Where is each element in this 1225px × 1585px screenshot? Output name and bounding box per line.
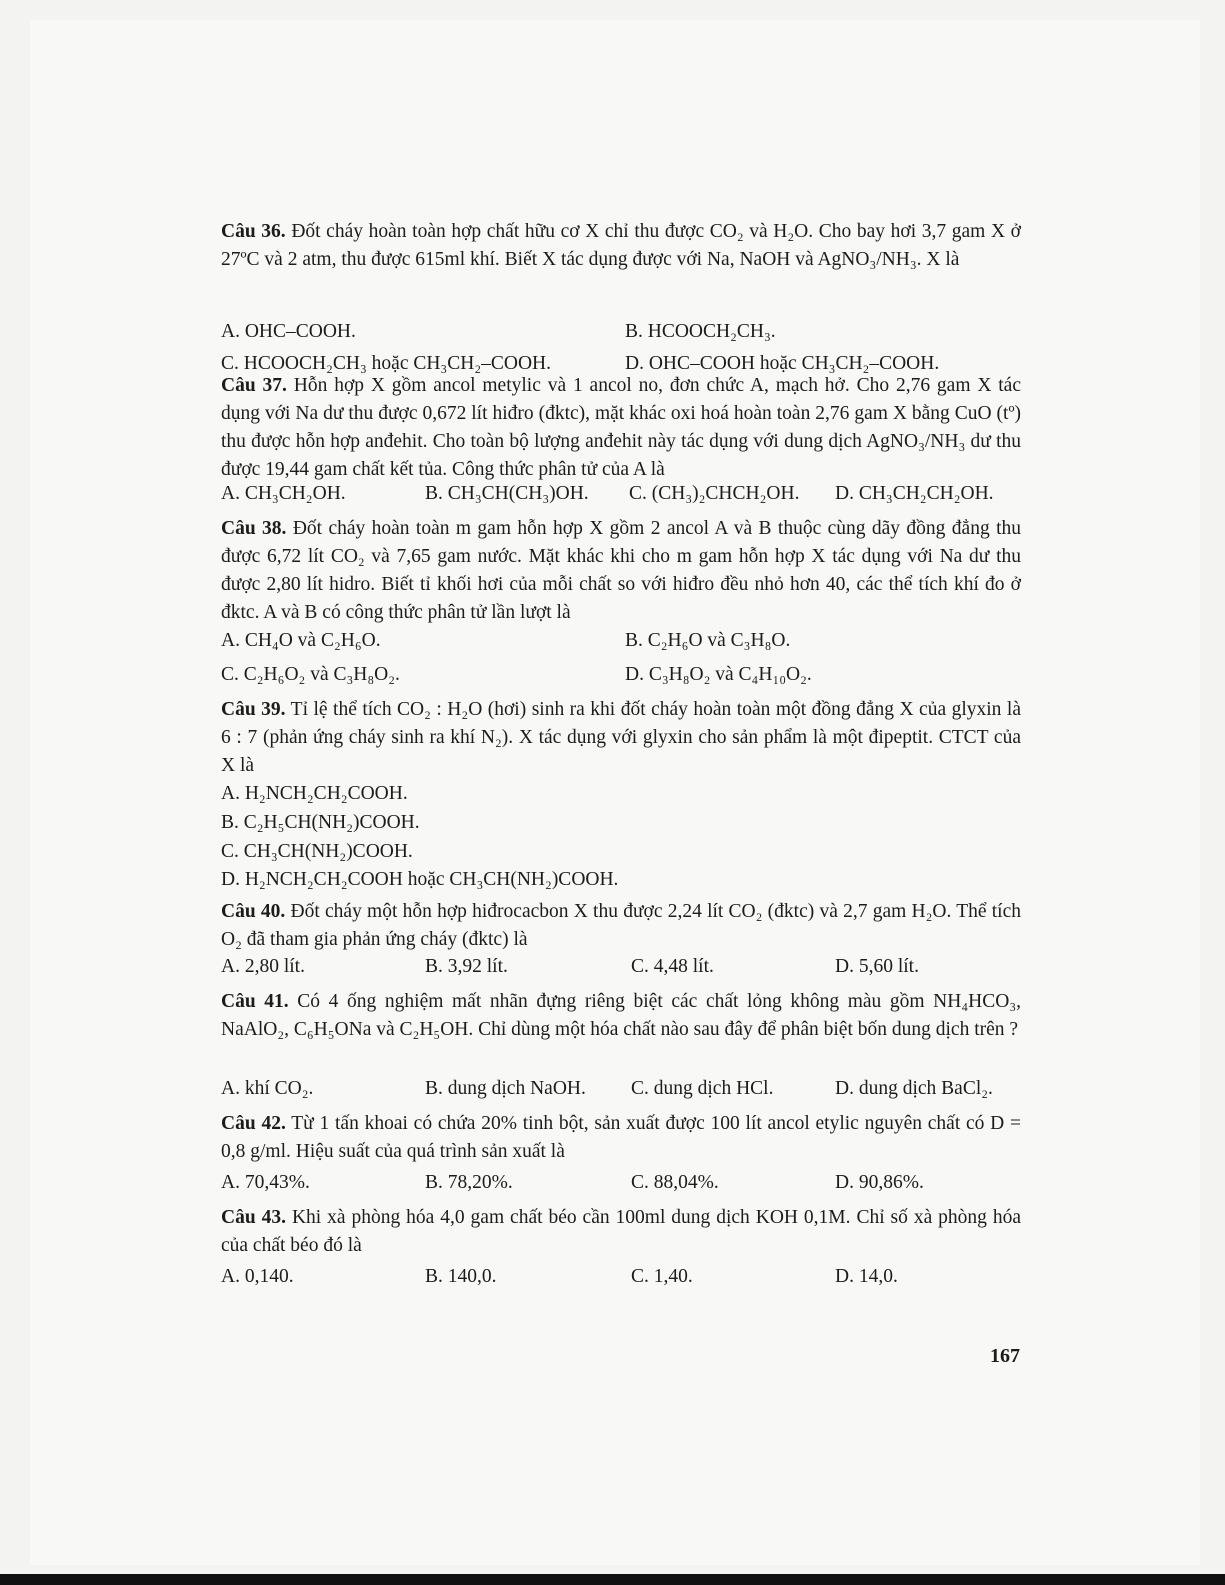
- question-40: [221, 898, 1021, 954]
- answer-option: D. dung dịch BaCl₂.: [835, 1078, 993, 1099]
- answer-option: A. CH₃CH₂OH.: [221, 483, 346, 504]
- question-label: Câu 38.: [221, 518, 287, 539]
- question-label: Câu 36.: [221, 221, 286, 242]
- answer-options-row: [221, 630, 1021, 658]
- question-text: Hỗn hợp X gồm ancol metylic và 1 ancol no, đơn chức A, mạch hở. Cho 2,76 gam X tác dụng với Na dư thu được 0,672 lít hiđro (đktc), mặt khác oxi hoá hoàn toàn 2,76 gam X bằng CuO (tº) thu được hỗn hợp anđehit. Cho toàn bộ lượng anđehit này tác dụng với dung dịch AgNO₃/NH₃ dư thu được 19,44 gam chất kết tủa. Công thức phân tử của A là: [221, 375, 1021, 480]
- question-text: Từ 1 tấn khoai có chứa 20% tinh bột, sản xuất được 100 lít ancol etylic nguyên chất có D = 0,8 g/ml. Hiệu suất của quá trình sản xuất là: [221, 1113, 1022, 1162]
- question-39: [221, 696, 1021, 780]
- answer-option: B. dung dịch NaOH.: [425, 1078, 586, 1099]
- question-label: Câu 41.: [221, 991, 289, 1012]
- answer-option: D. H₂NCH₂CH₂COOH hoặc CH₃CH(NH₂)COOH.: [221, 869, 619, 890]
- answer-option: C. 1,40.: [631, 1266, 693, 1287]
- answer-option: B. 78,20%.: [425, 1172, 513, 1193]
- question-43: [221, 1204, 1021, 1260]
- answer-option: B. CH₃CH(CH₃)OH.: [425, 483, 589, 504]
- answer-option: B. 140,0.: [425, 1266, 497, 1287]
- question-text: Đốt cháy hoàn toàn m gam hỗn hợp X gồm 2 ancol A và B thuộc cùng dãy đồng đẳng thu được 6,72 lít CO₂ và 7,65 gam nước. Mặt khác khi cho m gam hỗn hợp X tác dụng với Na dư thu được 2,80 lít hidro. Biết tỉ khối hơi của mỗi chất so với hiđro đều nhỏ hơn 40, các thể tích khí đo ở đktc. A và B có công thức phân tử lần lượt là: [221, 518, 1022, 623]
- answer-option: C. (CH₃)₂CHCH₂OH.: [629, 483, 800, 504]
- answer-option: C. 4,48 lít.: [631, 956, 714, 977]
- question-text: Có 4 ống nghiệm mất nhãn đựng riêng biệt các chất lỏng không màu gồm NH₄HCO₃, NaAlO₂, C₆H₅ONa và C₂H₅OH. Chỉ dùng một hóa chất nào sau đây để phân biệt bốn dung dịch trên ?: [221, 991, 1021, 1040]
- answer-option: B. 3,92 lít.: [425, 956, 508, 977]
- question-text: Khi xà phòng hóa 4,0 gam chất béo cần 100ml dung dịch KOH 0,1M. Chỉ số xà phòng hóa của chất béo đó là: [221, 1207, 1021, 1256]
- question-label: Câu 37.: [221, 375, 287, 396]
- answer-options-row: [221, 483, 1021, 511]
- answer-option: C. C₂H₆O₂ và C₃H₈O₂.: [221, 664, 400, 685]
- answer-options-row: [221, 956, 1021, 984]
- answer-options-row: [221, 1172, 1021, 1200]
- question-36: [221, 218, 1021, 274]
- question-label: Câu 43.: [221, 1207, 286, 1228]
- answer-option: D. 14,0.: [835, 1266, 898, 1287]
- question-38: [221, 515, 1021, 627]
- answer-option: C. HCOOCH₂CH₃ hoặc CH₃CH₂–COOH.: [221, 353, 551, 374]
- question-text: Tỉ lệ thể tích CO₂ : H₂O (hơi) sinh ra khi đốt cháy hoàn toàn một đồng đẳng X của glyxin là 6 : 7 (phản ứng cháy sinh ra khí N₂). X tác dụng với glyxin cho sản phẩm là một đipeptit. CTCT của X là: [221, 699, 1021, 776]
- question-37: [221, 372, 1021, 484]
- answer-options-row: [221, 1266, 1021, 1294]
- answer-option: A. khí CO₂.: [221, 1078, 314, 1099]
- answer-option: D. 90,86%.: [835, 1172, 924, 1193]
- answer-option: B. HCOOCH₂CH₃.: [625, 321, 776, 342]
- question-text: Đốt cháy một hỗn hợp hiđrocacbon X thu được 2,24 lít CO₂ (đktc) và 2,7 gam H₂O. Thể tích O₂ đã tham gia phản ứng cháy (đktc) là: [221, 901, 1022, 950]
- answer-option: C. 88,04%.: [631, 1172, 719, 1193]
- answer-options-row: [221, 321, 1021, 349]
- answer-options-row: [221, 664, 1021, 692]
- answer-option: B. C₂H₅CH(NH₂)COOH.: [221, 812, 420, 833]
- answer-option: D. OHC–COOH hoặc CH₃CH₂–COOH.: [625, 353, 940, 374]
- answer-option: D. CH₃CH₂CH₂OH.: [835, 483, 994, 504]
- answer-option: C. dung dịch HCl.: [631, 1078, 774, 1099]
- question-label: Câu 40.: [221, 901, 286, 922]
- answer-options-row: [221, 812, 1021, 840]
- question-label: Câu 39.: [221, 699, 286, 720]
- question-text: Đốt cháy hoàn toàn hợp chất hữu cơ X chỉ thu được CO₂ và H₂O. Cho bay hơi 3,7 gam X ở 27ºC và 2 atm, thu được 615ml khí. Biết X tác dụng được với Na, NaOH và AgNO₃/NH₃. X là: [221, 221, 1021, 270]
- answer-options-row: [221, 1078, 1021, 1106]
- answer-option: C. CH₃CH(NH₂)COOH.: [221, 841, 413, 862]
- answer-options-row: [221, 841, 1021, 869]
- answer-option: A. CH₄O và C₂H₆O.: [221, 630, 381, 651]
- answer-option: D. 5,60 lít.: [835, 956, 919, 977]
- page-number: 167: [990, 1345, 1020, 1367]
- answer-option: A. 2,80 lít.: [221, 956, 305, 977]
- answer-option: B. C₂H₆O và C₃H₈O.: [625, 630, 791, 651]
- answer-option: A. 0,140.: [221, 1266, 294, 1287]
- answer-option: A. 70,43%.: [221, 1172, 310, 1193]
- scan-edge: [0, 1574, 1225, 1585]
- answer-option: A. OHC–COOH.: [221, 321, 356, 342]
- question-label: Câu 42.: [221, 1113, 286, 1134]
- question-41: [221, 988, 1021, 1044]
- answer-option: D. C₃H₈O₂ và C₄H₁₀O₂.: [625, 664, 812, 685]
- answer-option: A. H₂NCH₂CH₂COOH.: [221, 783, 408, 804]
- answer-options-row: [221, 869, 1021, 897]
- question-42: [221, 1110, 1021, 1166]
- answer-options-row: [221, 783, 1021, 811]
